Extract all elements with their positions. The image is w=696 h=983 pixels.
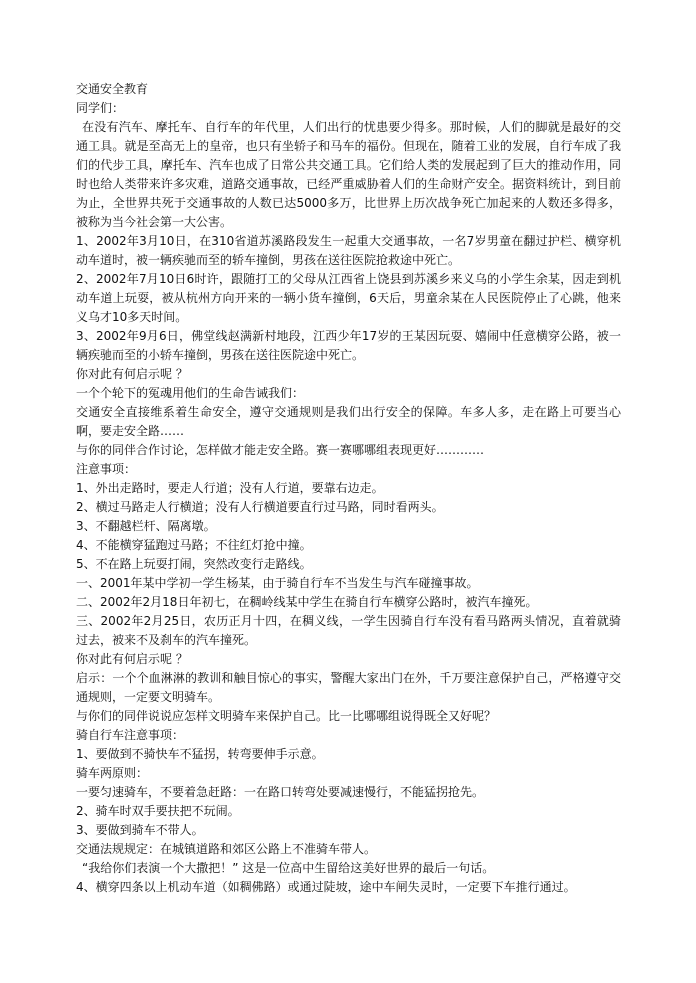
question-line: 你对此有何启示呢 ？ xyxy=(76,652,188,666)
rule-item: 5、不在路上玩耍打闹，突然改变行走路线。 xyxy=(76,557,312,571)
bike-case-1: 一、2001年某中学初一学生杨某，由于骑自行车不当发生与汽车碰撞事故。 xyxy=(76,576,479,590)
lesson-paragraph: 启示：一个个血淋淋的教训和触目惊心的事实，警醒大家出门在外，千万要注意保护自己，严格遵守交通规则，一定要文明骑车。 xyxy=(76,671,621,704)
question-line: 你对此有何启示呢 ？ xyxy=(76,367,188,381)
section-heading: 骑车两原则： xyxy=(76,766,149,780)
rule-item: 2、横过马路走人行横道；没有人行横道要直行过马路，同时看两头。 xyxy=(76,500,444,514)
bike-case-2: 二、2002年2月18日年初七，在稠岭线某中学生在骑自行车横穿公路时，被汽车撞死。 xyxy=(76,595,538,609)
rule-item: 3、要做到骑车不带人。 xyxy=(76,823,204,837)
regulation-line: 交通法规规定：在城镇道路和郊区公路上不准骑车带人。 xyxy=(76,842,377,856)
document-page xyxy=(76,80,621,897)
safety-paragraph: 交通安全直接维系着生命安全，遵守交通规则是我们出行安全的保障。车多人多，走在路上可要当心啊，要走安全路…… xyxy=(76,405,621,438)
accident-case-2: 2、2002年7月10日6时许，跟随打工的父母从江西省上饶县到苏溪乡来义乌的小学生余某，因走到机动车道上玩耍，被从杭州方向开来的一辆小货车撞倒，6天后，男童余某在人民医院停止了心跳，他来义乌才10多天时间。 xyxy=(76,272,621,324)
intro-paragraph: 在没有汽车、摩托车、自行车的年代里，人们出行的忧患要少得多。那时候，人们的脚就是最好的交通工具。就是至高无上的皇帝，也只有坐轿子和马车的福份。但现在，随着工业的发展，自行车成了我们的代步工具，摩托车、汽车也成了日常公共交通工具。它们给人类的发展起到了巨大的推动作用，同时也给人类带来许多灾难，道路交通事故，已经严重威胁着人们的生命财产安全。据资料统计，到目前为止，全世界共死于交通事故的人数已达5000多万，比世界上历次战争死亡加起来的人数还多得多，被称为当今社会第一大公害。 xyxy=(76,120,621,229)
discussion-prompt: 与你的同伴合作讨论，怎样做才能走安全路。赛一赛哪哪组表现更好………… xyxy=(76,443,485,457)
discussion-prompt: 与你们的同伴说说应怎样文明骑车来保护自己。比一比哪哪组说得既全又好呢？ xyxy=(76,709,497,723)
quote-line: “我给你们表演一个大撒把！” 这是一位高中生留给这美好世界的最后一句话。 xyxy=(82,861,495,875)
rule-item: 4、不能横穿猛跑过马路；不往红灯抢中撞。 xyxy=(76,538,312,552)
warning-line: 一个个轮下的冤魂用他们的生命告诫我们： xyxy=(76,386,305,400)
rule-item: 2、骑车时双手要扶把不玩闹。 xyxy=(76,804,240,818)
accident-case-1: 1、2002年3月10日，在310省道苏溪路段发生一起重大交通事故，一名7岁男童在翻过护栏、横穿机动车道时，被一辆疾驰而至的轿车撞倒，男孩在送往医院抢救途中死亡。 xyxy=(76,234,621,267)
rule-item: 一要匀速骑车，不要着急赶路：一在路口转弯处要减速慢行，不能猛拐抢先。 xyxy=(76,785,485,799)
rule-item: 1、外出走路时，要走人行道；没有人行道，要靠右边走。 xyxy=(76,481,384,495)
document-title: 交通安全教育 xyxy=(76,82,149,96)
section-heading: 骑自行车注意事项： xyxy=(76,728,185,742)
section-heading: 注意事项： xyxy=(76,462,137,476)
greeting: 同学们： xyxy=(76,101,125,115)
rule-item: 4、横穿四条以上机动车道（如稠佛路）或通过陡坡，途中车闸失灵时，一定要下车推行通过。 xyxy=(76,880,576,894)
rule-item: 3、不翻越栏杆、隔离墩。 xyxy=(76,519,216,533)
rule-item: 1、要做到不骑快车不猛拐，转弯要伸手示意。 xyxy=(76,747,324,761)
bike-case-3: 三、2002年2月25日，农历正月十四，在稠义线，一学生因骑自行车没有看马路两头情况，直着就骑过去，被来不及刹车的汽车撞死。 xyxy=(76,614,621,647)
accident-case-3: 3、2002年9月6日，佛堂线赵满新村地段，江西少年17岁的王某因玩耍、嬉闹中任意横穿公路，被一辆疾驰而至的小轿车撞倒，男孩在送往医院途中死亡。 xyxy=(76,329,621,362)
